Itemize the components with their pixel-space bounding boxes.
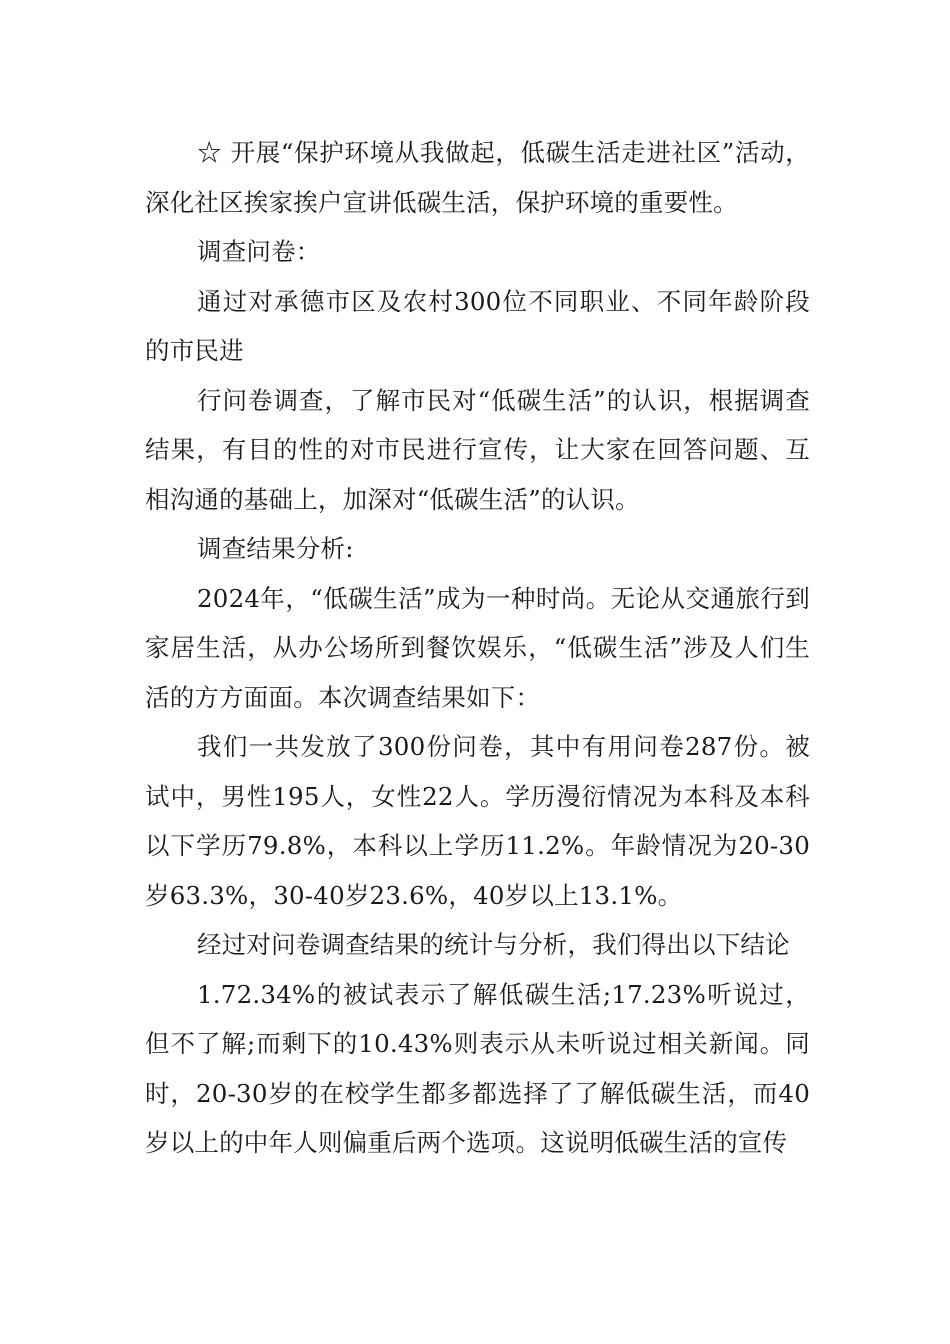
paragraph-survey-purpose: 行问卷调查，了解市民对“低碳生活”的认识，根据调查结果，有目的性的对市民进行宣传，让大家在回答问题、互相沟通的基础上，加深对“低碳生活”的认识。 <box>145 385 810 514</box>
heading-result-analysis: 调查结果分析: <box>197 534 354 563</box>
paragraph-low-carbon-trend: 2024年，“低碳生活”成为一种时尚。无论从交通旅行到家居生活，从办公场所到餐饮娱乐，“低碳生活”涉及人们生活的方方面面。本次调查结果如下： <box>145 583 810 712</box>
heading-questionnaire: 调查问卷： <box>197 237 321 266</box>
paragraph-activity: ☆ 开展“保护环境从我做起，低碳生活走进社区”活动，深化社区挨家挨户宣讲低碳生活，保护环境的重要性。 <box>145 138 810 217</box>
paragraph-conclusion-lead: 经过对问卷调查结果的统计与分析，我们得出以下结论 <box>197 930 790 959</box>
paragraph-finding-1: 1.72.34%的被试表示了解低碳生活;17.23%听说过，但不了解;而剩下的10.43%则表示从未听说过相关新闻。同时，20-30岁的在校学生都多都选择了了解低碳生活，而40岁以上的中年人则偏重后两个选项。这说明低碳生活的宣传 <box>145 979 810 1157</box>
document-body <box>145 128 810 1168</box>
paragraph-respondent-stats: 我们一共发放了300份问卷，其中有用问卷287份。被试中，男性195人，女性22人。学历漫衍情况为本科及本科以下学历79.8%，本科以上学历11.2%。年龄情况为20-30岁63.3%，30-40岁23.6%，40岁以上13.1%。 <box>145 732 810 910</box>
paragraph-survey-intro: 通过对承德市区及农村300位不同职业、不同年龄阶段的市民进 <box>145 286 810 365</box>
